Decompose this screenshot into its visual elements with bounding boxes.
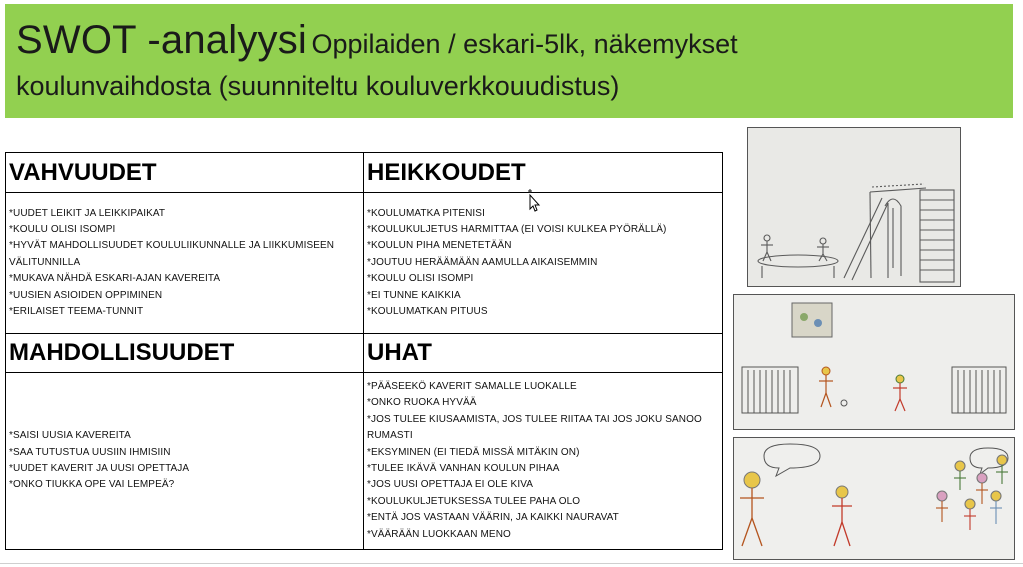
list-item: *JOUTUU HERÄÄMÄÄN AAMULLA AIKAISEMMIN xyxy=(367,256,598,268)
list-item: *VÄÄRÄÄN LUOKKAAN MENO xyxy=(367,528,511,540)
title-banner xyxy=(5,4,1013,118)
children-crowd-drawing xyxy=(733,437,1015,560)
list-item: *PÄÄSEEKÖ KAVERIT SAMALLE LUOKALLE xyxy=(367,380,577,392)
football-field-drawing xyxy=(733,294,1015,430)
title-line-1 xyxy=(16,18,738,63)
list-item: *UUSIEN ASIOIDEN OPPIMINEN xyxy=(9,289,163,301)
strengths-list xyxy=(9,206,360,321)
list-item: *ONKO RUOKA HYVÄÄ xyxy=(367,397,477,409)
opportunities-cell xyxy=(6,373,364,550)
threats-list xyxy=(367,379,719,543)
title-subtitle-part1: Oppilaiden / eskari-5lk, näkemykset xyxy=(311,29,738,59)
list-item: *UUDET KAVERIT JA UUSI OPETTAJA xyxy=(9,463,190,474)
list-item: *JOS UUSI OPETTAJA EI OLE KIVA xyxy=(367,479,534,491)
bottom-divider xyxy=(0,563,1023,564)
list-item: *EKSYMINEN (EI TIEDÄ MISSÄ MITÄKIN ON) xyxy=(367,446,580,458)
list-item: *ENTÄ JOS VASTAAN VÄÄRIN, JA KAIKKI NAURAVAT xyxy=(367,512,619,524)
title-subtitle-part2: koulunvaihdosta (suunniteltu kouluverkkouudistus) xyxy=(16,71,620,101)
list-item: *ONKO TIUKKA OPE VAI LEMPEÄ? xyxy=(9,479,175,491)
list-item: *KOULU OLISI ISOMPI xyxy=(9,223,116,235)
weaknesses-heading: HEIKKOUDET xyxy=(364,153,723,193)
list-item: *KOULUKULJETUS HARMITTAA (EI VOISI KULKEA PYÖRÄLLÄ) xyxy=(367,223,667,235)
strengths-cell xyxy=(6,193,364,334)
opportunities-list xyxy=(9,428,360,494)
list-item: *UUDET LEIKIT JA LEIKKIPAIKAT xyxy=(9,207,166,219)
title-main: SWOT -analyysi xyxy=(16,18,308,62)
list-item: *KOULUMATKAN PITUUS xyxy=(367,306,488,318)
list-item: *JOS TULEE KIUSAAMISTA, JOS TULEE RIITAA TAI JOS JOKU SANOO RUMASTI xyxy=(367,413,702,442)
playground-slide-drawing xyxy=(747,127,961,287)
strengths-heading: VAHVUUDET xyxy=(6,153,364,193)
list-item: *MUKAVA NÄHDÄ ESKARI-AJAN KAVEREITA xyxy=(9,273,221,285)
list-item: *HYVÄT MAHDOLLISUUDET KOULULIIKUNNALLE JA LIIKKUMISEEN VÄLITUNNILLA xyxy=(9,240,335,268)
weaknesses-list xyxy=(367,206,719,321)
weaknesses-cell xyxy=(364,193,723,334)
threats-cell xyxy=(364,373,723,550)
list-item: *ERILAISET TEEMA-TUNNIT xyxy=(9,306,144,318)
threats-heading: UHAT xyxy=(364,334,723,373)
opportunities-heading: MAHDOLLISUUDET xyxy=(6,334,364,373)
move-cursor-icon xyxy=(524,189,542,213)
list-item: *KOULUMATKA PITENISI xyxy=(367,207,485,219)
list-item: *KOULUKULJETUKSESSA TULEE PAHA OLO xyxy=(367,495,581,507)
list-item: *KOULUN PIHA MENETETÄÄN xyxy=(367,240,512,252)
list-item: *KOULU OLISI ISOMPI xyxy=(367,273,474,285)
list-item: *EI TUNNE KAIKKIA xyxy=(367,289,461,301)
list-item: *TULEE IKÄVÄ VANHAN KOULUN PIHAA xyxy=(367,463,560,474)
list-item: *SAA TUTUSTUA UUSIIN IHMISIIN xyxy=(9,446,171,458)
list-item: *SAISI UUSIA KAVEREITA xyxy=(9,430,131,442)
swot-table xyxy=(5,152,723,550)
